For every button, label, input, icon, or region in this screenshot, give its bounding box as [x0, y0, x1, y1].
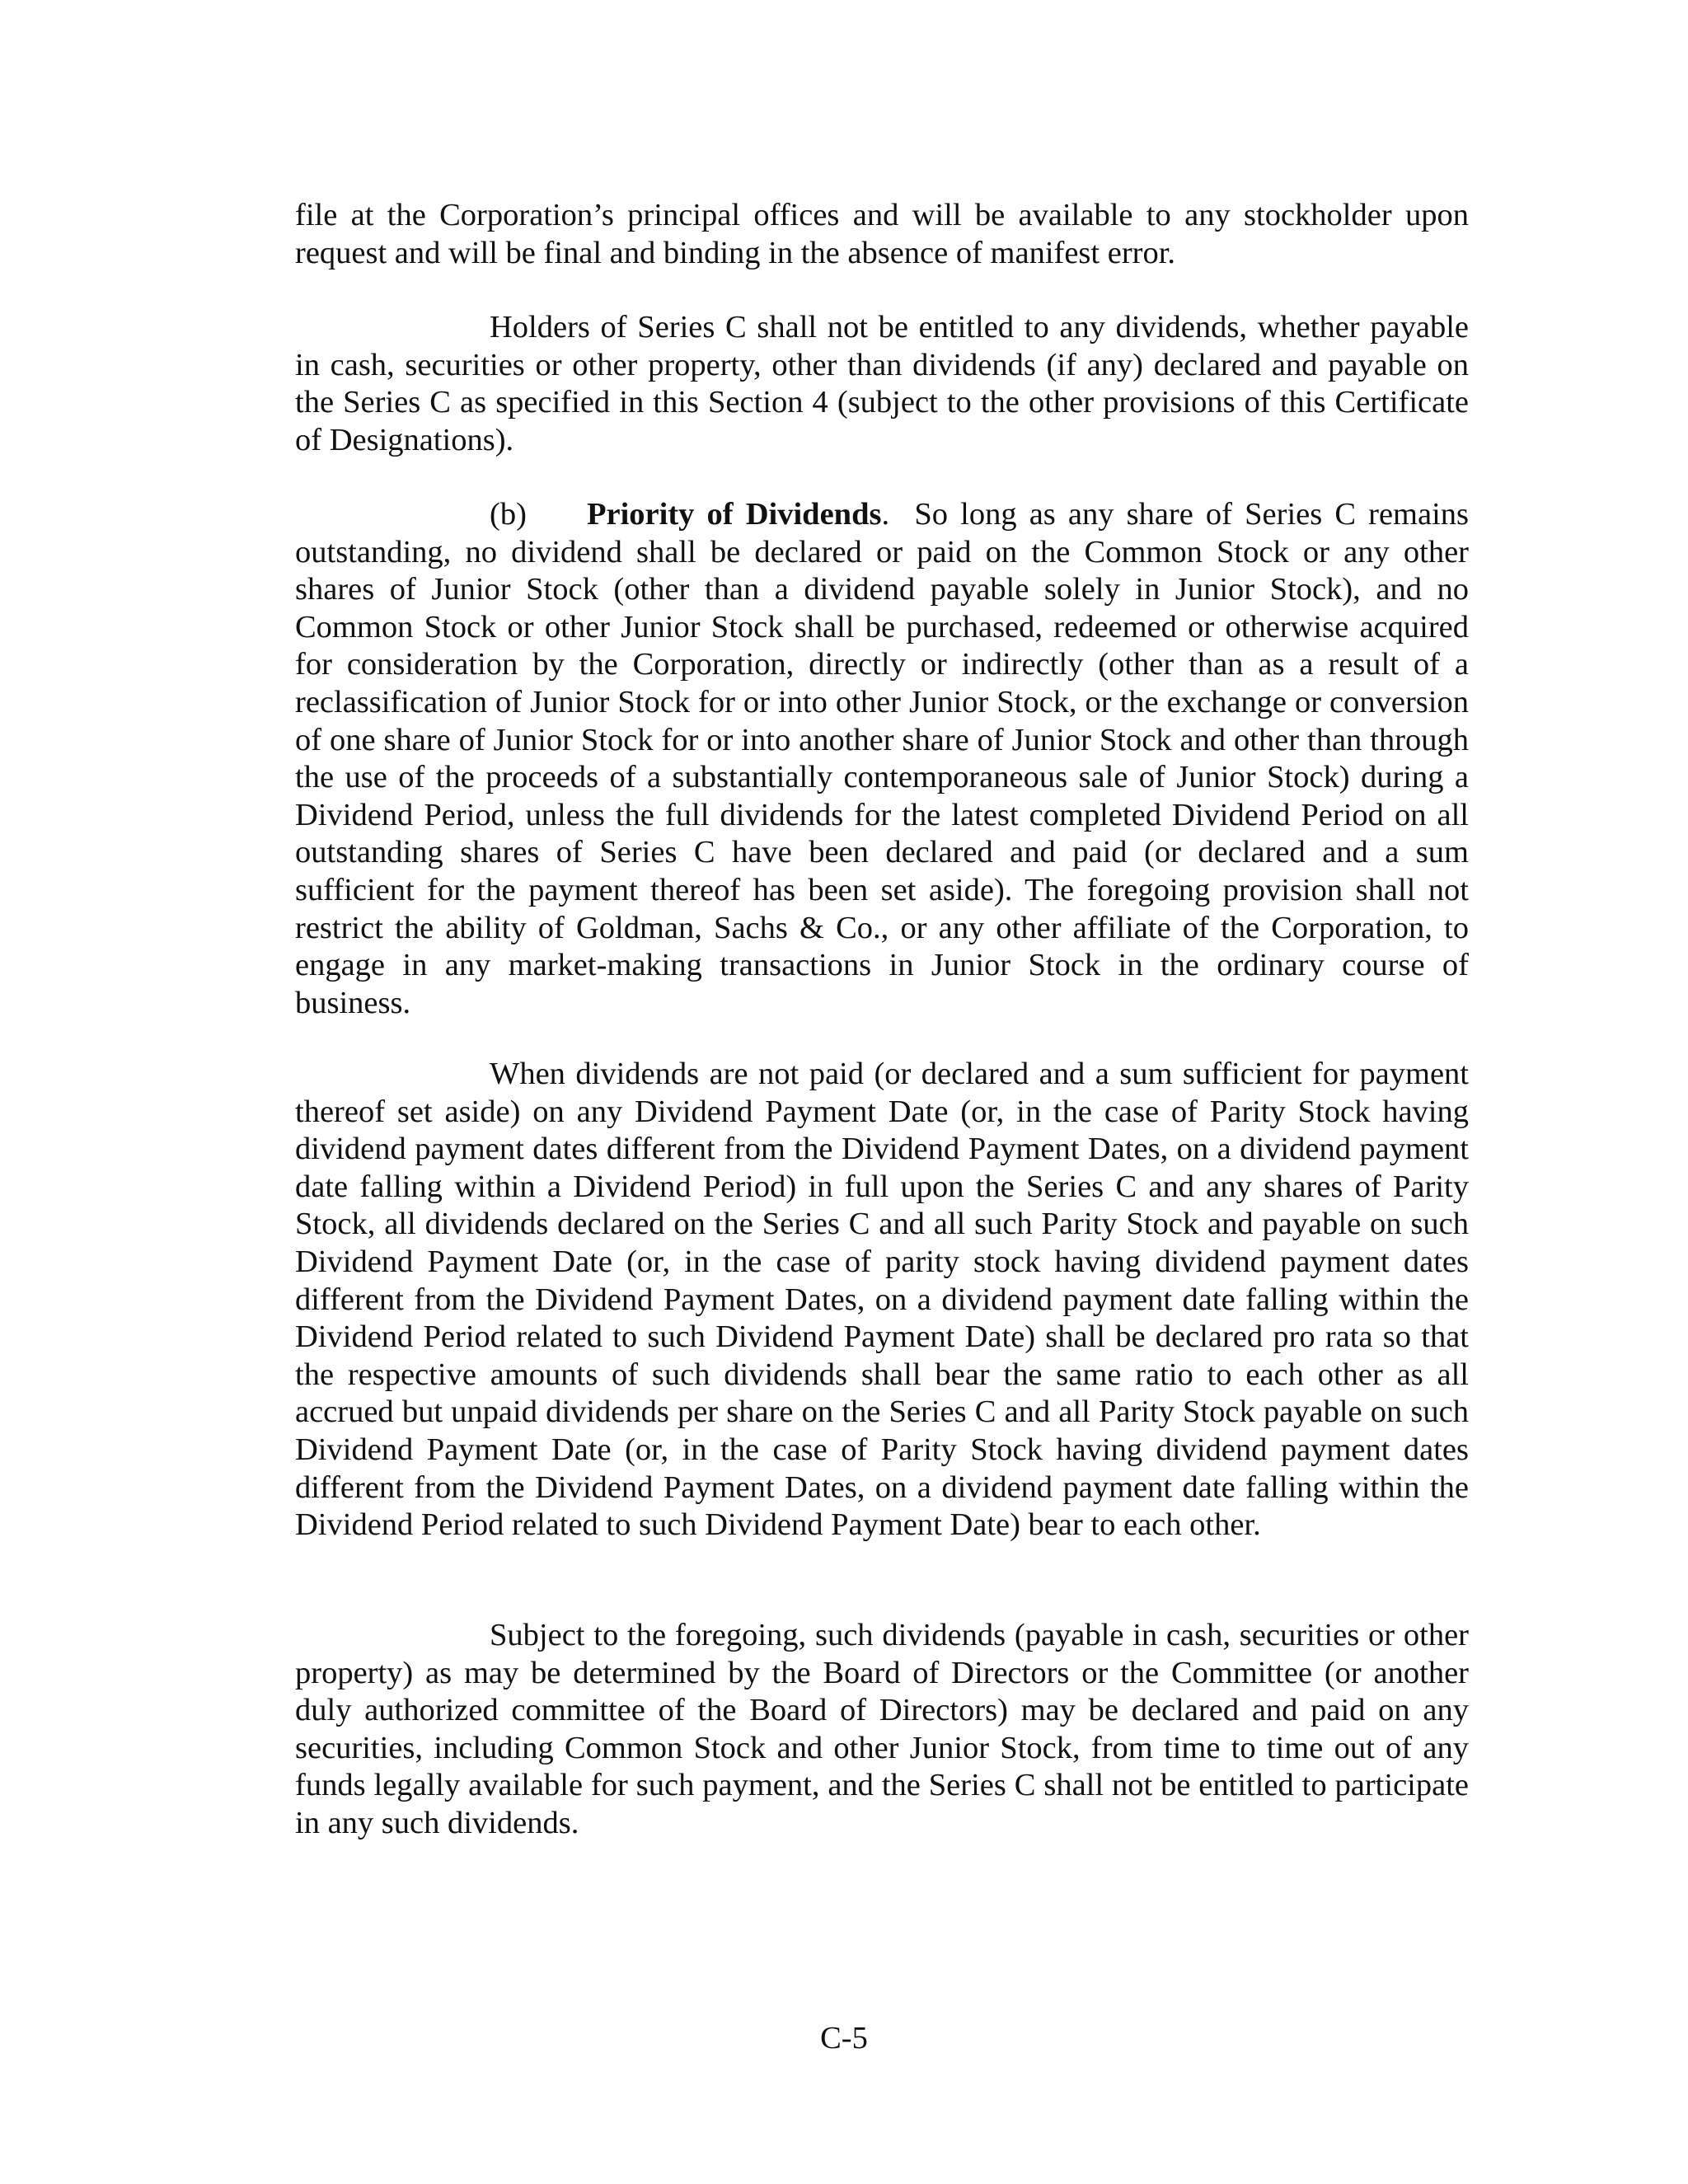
paragraph-priority-of-dividends — [295, 496, 1469, 1022]
section-body: So long as any share of Series C remains outstanding, no dividend shall be declared or paid on the Common Stock or any other shares of Junior Stock (other than a dividend payable solely in Junior Stock), and no Common Stock or other Junior Stock shall be purchased, redeemed or otherwise acquired for consideration by the Corporation, directly or indirectly (other than as a result of a reclassification of Junior Stock for or into other Junior Stock, or the exchange or conversion of one share of Junior Stock for or into another share of Junior Stock and other than through the use of the proceeds of a substantially contemporaneous sale of Junior Stock) during a Dividend Period, unless the full dividends for the latest completed Dividend Period on all outstanding shares of Series C have been declared and paid (or declared and a sum sufficient for the payment thereof has been set aside). The foregoing provision shall not restrict the ability of Goldman, Sachs & Co., or any other affiliate of the Corporation, to engage in any market-making transactions in Junior Stock in the ordinary course of business. — [295, 497, 1469, 1020]
paragraph-pro-rata-dividends: When dividends are not paid (or declared and a sum sufficient for payment thereof set aside) on any Dividend Payment Date (or, in the case of Parity Stock having dividend payment dates different from the Dividend Payment Dates, on a dividend payment date falling within a Dividend Period) in full upon the Series C and any shares of Parity Stock, all dividends declared on the Series C and all such Parity Stock and payable on such Dividend Payment Date (or, in the case of parity stock having dividend payment dates different from the Dividend Payment Dates, on a dividend payment date falling within the Dividend Period related to such Dividend Payment Date) shall be declared pro rata so that the respective amounts of such dividends shall bear the same ratio to each other as all accrued but unpaid dividends per share on the Series C and all Parity Stock payable on such Dividend Payment Date (or, in the case of Parity Stock having dividend payment dates different from the Dividend Payment Dates, on a dividend payment date falling within the Dividend Period related to such Dividend Payment Date) bear to each other. — [295, 1057, 1469, 1543]
section-heading: Priority of Dividends — [587, 497, 882, 532]
section-label: (b) — [490, 497, 527, 532]
paragraph-continuation: file at the Corporation’s principal offices and will be available to any stockholder upon request and will be final and binding in the absence of manifest error. — [295, 198, 1469, 270]
section-heading-punctuation: . — [881, 497, 890, 532]
paragraph-no-other-dividends: Holders of Series C shall not be entitled to any dividends, whether payable in cash, securities or other property, other than dividends (if any) declared and payable on the Series C as specified in this Section 4 (subject to the other provisions of this Certificate of Designations). — [295, 310, 1469, 457]
paragraph-subject-to-foregoing: Subject to the foregoing, such dividends (payable in cash, securities or other property) as may be determined by the Board of Directors or the Committee (or another duly authorized committee of the Board of Directors) may be declared and paid on any securities, including Common Stock and other Junior Stock, from time to time out of any funds legally available for such payment, and the Series C shall not be entitled to participate in any such dividends. — [295, 1618, 1469, 1840]
page-number: C-5 — [820, 2021, 868, 2055]
